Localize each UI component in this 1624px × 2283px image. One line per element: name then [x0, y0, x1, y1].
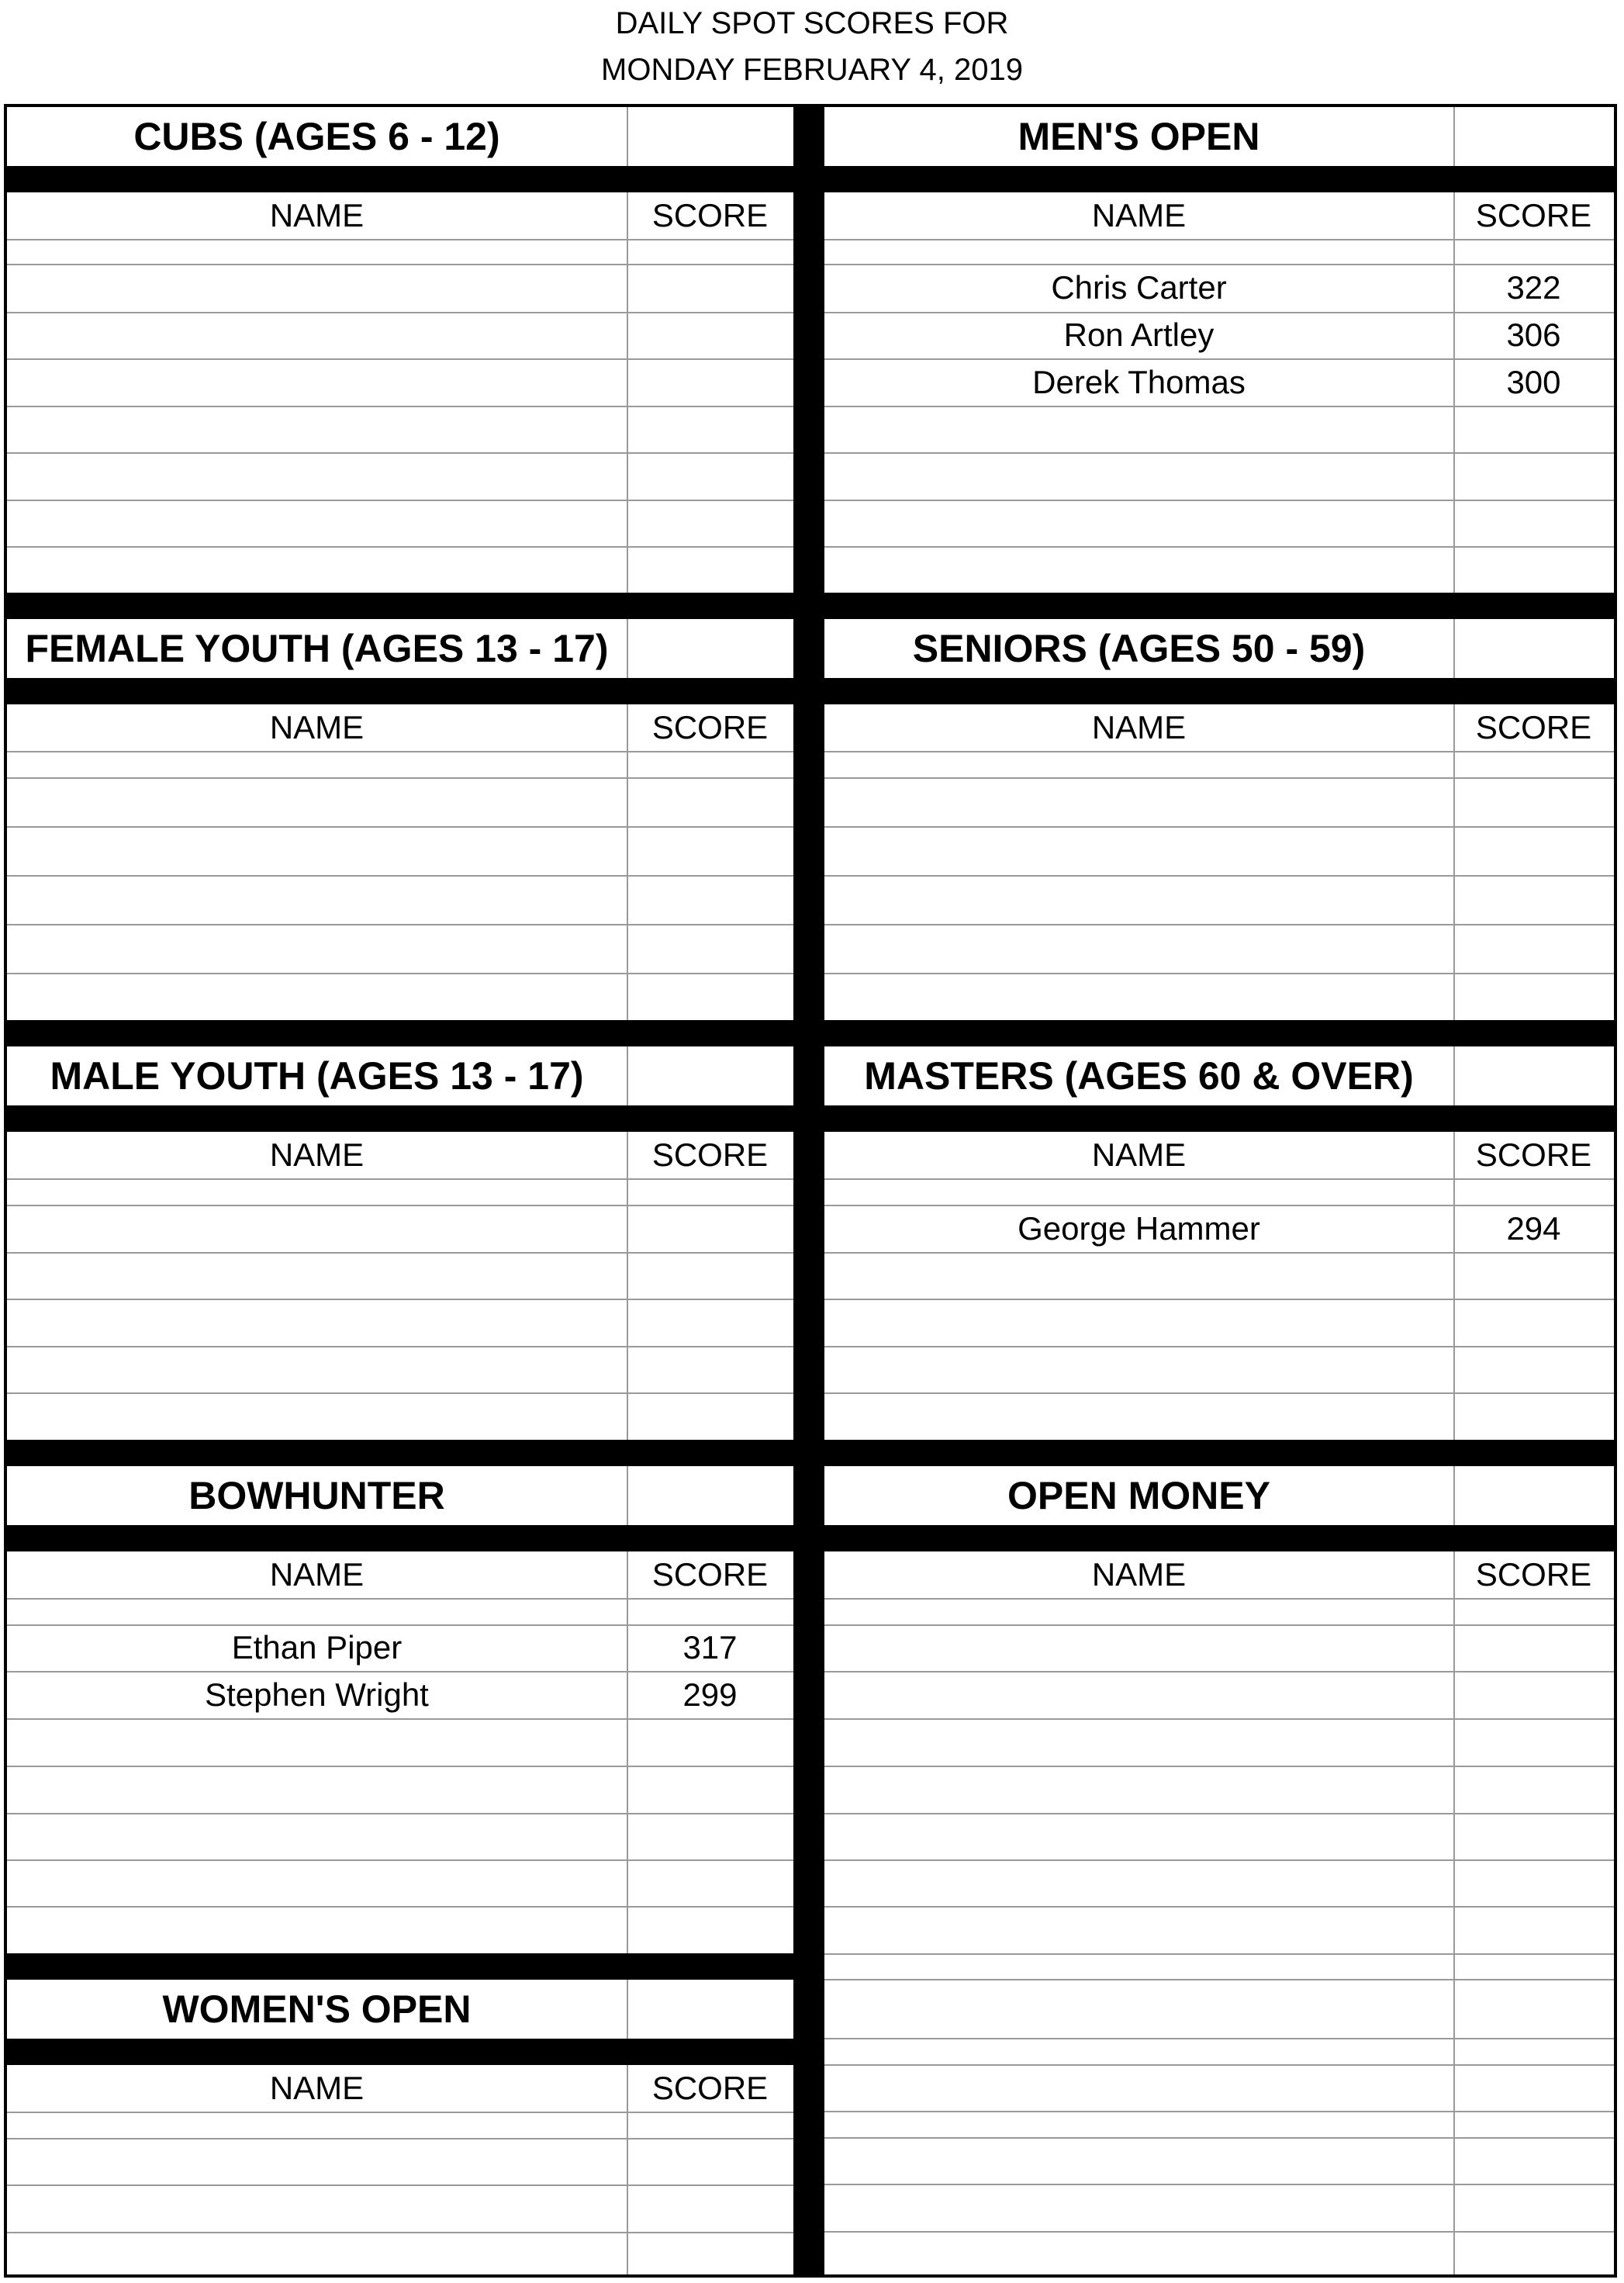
- entry-score: 306: [1506, 317, 1561, 353]
- column-separator: [627, 1046, 628, 1105]
- row-rule: [824, 2137, 1614, 2139]
- section-separator-bar: [7, 1440, 793, 1466]
- column-separator: [627, 1466, 628, 1525]
- row-rule: [7, 312, 793, 313]
- sheet-title: DAILY SPOT SCORES FOR: [615, 6, 1009, 40]
- score-column-header: SCORE: [651, 2070, 769, 2106]
- row-rule: [7, 452, 793, 454]
- header-bar-womens_open: [7, 2039, 793, 2065]
- row-rule: [7, 358, 793, 360]
- entry-name: Ron Artley: [1063, 317, 1215, 353]
- row-rule: [824, 2038, 1614, 2039]
- name-column-header: NAME: [1091, 197, 1187, 233]
- row-rule: [824, 1906, 1614, 1908]
- category-title-mens_open: MEN'S OPEN: [1018, 115, 1260, 158]
- category-title-open_money: OPEN MONEY: [1007, 1474, 1270, 1517]
- row-rule: [7, 1205, 793, 1206]
- score-column-header: SCORE: [651, 1556, 769, 1593]
- entry-name: Chris Carter: [1051, 269, 1227, 306]
- column-separator: [627, 107, 628, 166]
- row-rule: [824, 406, 1614, 407]
- score-column-header: SCORE: [1475, 1136, 1592, 1173]
- header-bar-masters: [824, 1105, 1614, 1132]
- score-column-header: SCORE: [651, 197, 769, 233]
- row-rule: [7, 1178, 793, 1180]
- entry-score: 300: [1506, 363, 1561, 400]
- row-rule: [824, 1813, 1614, 1814]
- row-rule: [824, 1953, 1614, 1955]
- header-bar-male_youth: [7, 1105, 793, 1132]
- row-rule: [824, 1766, 1614, 1767]
- row-rule: [7, 2112, 793, 2113]
- column-separator: [627, 619, 628, 678]
- row-rule: [7, 2232, 793, 2233]
- row-rule: [7, 406, 793, 407]
- category-title-bowhunter: BOWHUNTER: [188, 1474, 445, 1517]
- row-rule: [824, 452, 1614, 454]
- section-separator-bar: [824, 593, 1614, 619]
- name-column-header: NAME: [269, 1556, 365, 1593]
- row-rule: [824, 1178, 1614, 1180]
- row-rule: [7, 264, 793, 265]
- row-rule: [824, 1979, 1614, 1980]
- row-rule: [824, 2064, 1614, 2066]
- row-rule: [7, 875, 793, 877]
- row-rule: [7, 1598, 793, 1600]
- category-title-cubs: CUBS (AGES 6 - 12): [133, 115, 500, 158]
- row-rule: [7, 1346, 793, 1347]
- row-rule: [824, 1859, 1614, 1861]
- column-separator: [1453, 1466, 1455, 1525]
- name-column-header: NAME: [269, 2070, 365, 2106]
- score-column-header: SCORE: [651, 709, 769, 745]
- entry-score: 317: [682, 1629, 738, 1666]
- column-separator: [627, 1980, 628, 2039]
- row-rule: [7, 1766, 793, 1767]
- category-title-male_youth: MALE YOUTH (AGES 13 - 17): [50, 1054, 584, 1098]
- row-rule: [7, 1299, 793, 1300]
- name-column-header: NAME: [269, 1136, 365, 1173]
- column-separator: [1453, 107, 1455, 166]
- row-rule: [824, 239, 1614, 240]
- header-bar-seniors: [824, 678, 1614, 704]
- name-column-header: NAME: [1091, 709, 1187, 745]
- row-rule: [7, 2184, 793, 2186]
- row-rule: [824, 1392, 1614, 1394]
- header-bar-cubs: [7, 166, 793, 192]
- header-bar-mens_open: [824, 166, 1614, 192]
- row-rule: [824, 2231, 1614, 2233]
- row-rule: [824, 546, 1614, 548]
- column-separator: [1453, 619, 1455, 678]
- column-separator: [627, 1551, 628, 1953]
- row-rule: [824, 826, 1614, 828]
- row-rule: [7, 546, 793, 548]
- row-rule: [7, 973, 793, 974]
- row-rule: [7, 1859, 793, 1861]
- section-separator-bar: [824, 1440, 1614, 1466]
- entry-score: 322: [1506, 269, 1561, 306]
- score-column-header: SCORE: [1475, 197, 1592, 233]
- row-rule: [824, 1252, 1614, 1254]
- row-rule: [7, 1718, 793, 1720]
- row-rule: [824, 1671, 1614, 1672]
- name-column-header: NAME: [269, 709, 365, 745]
- row-rule: [824, 751, 1614, 752]
- sheet-date: MONDAY FEBRUARY 4, 2019: [601, 53, 1023, 87]
- row-rule: [7, 2138, 793, 2139]
- score-column-header: SCORE: [1475, 709, 1592, 745]
- row-rule: [7, 239, 793, 240]
- section-separator-bar: [7, 593, 793, 619]
- row-rule: [824, 1299, 1614, 1300]
- row-rule: [824, 500, 1614, 501]
- header-bar-open_money: [824, 1525, 1614, 1551]
- column-separator: [1453, 1551, 1455, 2274]
- row-rule: [7, 1392, 793, 1394]
- row-rule: [7, 500, 793, 501]
- entry-name: George Hammer: [1018, 1209, 1260, 1247]
- entry-name: Derek Thomas: [1032, 363, 1246, 400]
- row-rule: [7, 1252, 793, 1254]
- row-rule: [7, 777, 793, 779]
- entry-name: Ethan Piper: [231, 1629, 403, 1666]
- section-separator-bar: [7, 1953, 793, 1980]
- name-column-header: NAME: [1091, 1556, 1187, 1593]
- row-rule: [824, 777, 1614, 779]
- row-rule: [824, 2184, 1614, 2185]
- name-column-header: NAME: [1091, 1136, 1187, 1173]
- entry-score: 294: [1506, 1209, 1561, 1247]
- header-bar-female_youth: [7, 678, 793, 704]
- category-title-masters: MASTERS (AGES 60 & OVER): [864, 1054, 1414, 1098]
- section-separator-bar: [824, 1020, 1614, 1046]
- row-rule: [824, 973, 1614, 974]
- row-rule: [824, 1718, 1614, 1720]
- row-rule: [7, 924, 793, 925]
- row-rule: [824, 1598, 1614, 1600]
- column-separator: [627, 2065, 628, 2274]
- category-title-seniors: SENIORS (AGES 50 - 59): [912, 627, 1366, 670]
- score-column-header: SCORE: [1475, 1556, 1592, 1593]
- name-column-header: NAME: [269, 197, 365, 233]
- row-rule: [824, 2111, 1614, 2112]
- row-rule: [824, 924, 1614, 925]
- score-column-header: SCORE: [651, 1136, 769, 1173]
- row-rule: [7, 751, 793, 752]
- header-bar-bowhunter: [7, 1525, 793, 1551]
- row-rule: [7, 826, 793, 828]
- row-rule: [7, 1906, 793, 1908]
- column-separator: [1453, 1046, 1455, 1105]
- row-rule: [7, 1813, 793, 1814]
- row-rule: [824, 1624, 1614, 1626]
- entry-score: 299: [682, 1676, 738, 1713]
- section-separator-bar: [7, 1020, 793, 1046]
- row-rule: [824, 875, 1614, 877]
- row-rule: [824, 1346, 1614, 1347]
- column-separator: [627, 192, 628, 593]
- category-title-womens_open: WOMEN'S OPEN: [162, 1987, 472, 2031]
- category-title-female_youth: FEMALE YOUTH (AGES 13 - 17): [25, 627, 609, 670]
- entry-name: Stephen Wright: [205, 1676, 429, 1713]
- center-divider: [793, 104, 824, 2278]
